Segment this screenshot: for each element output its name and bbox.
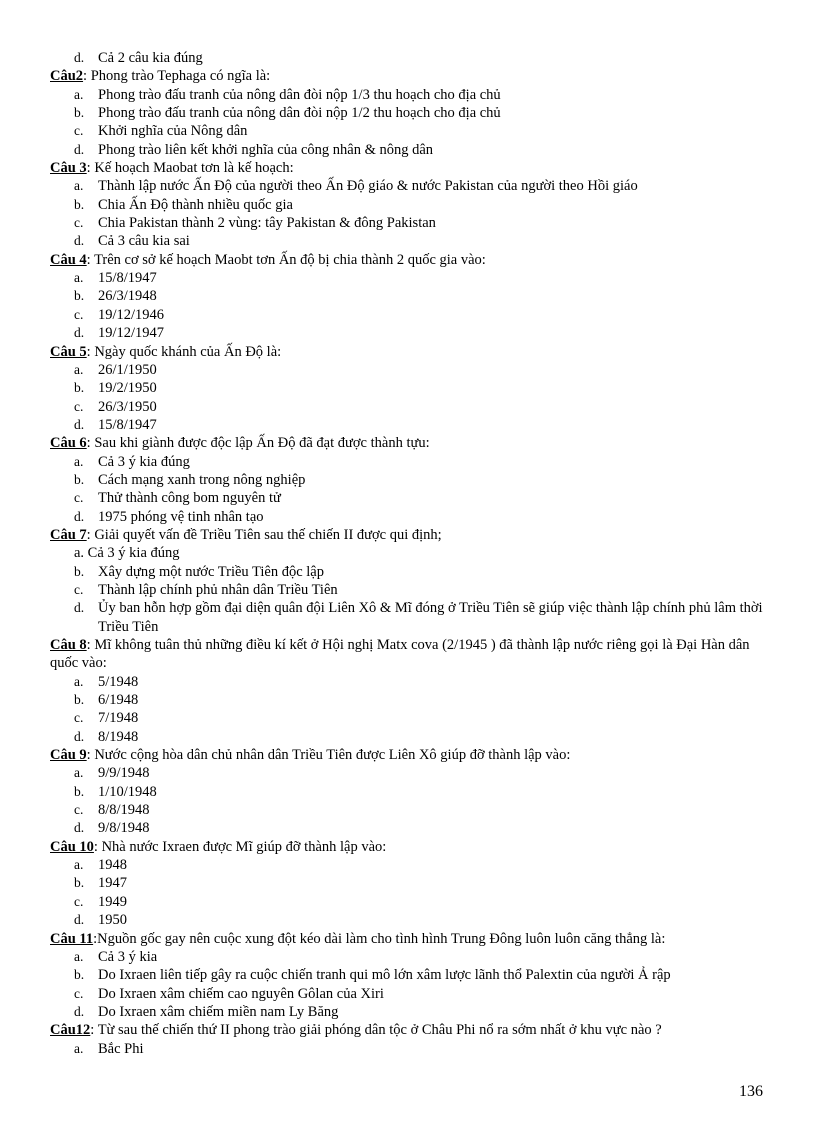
answer-text: Thành lập nước Ấn Độ của người theo Ấn Độ giáo & nước Pakistan của người theo Hồi giáo: [98, 178, 638, 195]
answer-letter: c.: [74, 398, 84, 414]
question-text: : Mĩ không tuân thủ những điều kí kết ở Hội nghị Matx cova (2/1945 ) đã thành lập nước riêng gọi là Đại Hàn dân quốc vào:: [50, 637, 750, 672]
answer-letter: c.: [74, 581, 84, 597]
answer-option: [50, 508, 766, 526]
answer-letter: b.: [74, 692, 85, 708]
answer-text: Chia Pakistan thành 2 vùng: tây Pakistan & đông Pakistan: [98, 215, 436, 232]
answer-text: 15/8/1947: [98, 416, 157, 433]
answer-text: 1975 phóng vệ tinh nhân tạo: [98, 508, 264, 525]
answer-option: [50, 819, 766, 837]
answer-text: 9/8/1948: [98, 820, 150, 837]
answer-letter: d.: [74, 141, 85, 157]
answer-letter: c.: [74, 710, 84, 726]
answer-text: Phong trào liên kết khởi nghĩa của công nhân & nông dân: [98, 141, 434, 158]
question: [50, 159, 766, 177]
question-label: Câu2: [50, 68, 84, 85]
answer-letter: c.: [74, 985, 84, 1001]
answer-text: 1948: [98, 857, 127, 874]
answer-letter: b.: [74, 196, 85, 212]
answer-option: [50, 324, 766, 342]
answer-letter: a.: [74, 765, 84, 781]
question-label: Câu 4: [50, 251, 87, 268]
answer-letter: d.: [74, 325, 85, 341]
answer-text: Do Ixraen xâm chiếm miền nam Ly Băng: [98, 1003, 339, 1020]
answer-option: [50, 269, 766, 287]
answer-text: 15/8/1947: [98, 270, 157, 287]
answer-text: Chia Ấn Độ thành nhiều quốc gia: [98, 196, 293, 213]
answer-letter: c.: [74, 306, 84, 322]
question-label: Câu 7: [50, 526, 87, 543]
answer-letter: a.: [74, 1040, 84, 1056]
answer-option: [50, 893, 766, 911]
question-label: Câu 10: [50, 838, 94, 855]
answer-option: [50, 471, 766, 489]
answer-option: [50, 86, 766, 104]
answer-letter: a.: [74, 948, 84, 964]
question: [50, 526, 766, 544]
question-text: : Phong trào Tephaga có ngĩa là:: [83, 68, 271, 85]
answer-option: [50, 122, 766, 140]
answer-option: [50, 306, 766, 324]
answer-text: 26/3/1950: [98, 398, 157, 415]
answer-text: Cả 2 câu kia đúng: [98, 50, 203, 66]
answer-option: [50, 599, 766, 636]
answer-text: Thành lập chính phủ nhân dân Triều Tiên: [98, 581, 338, 598]
answer-text: Cả 3 ý kia: [98, 948, 158, 965]
question: [50, 1021, 766, 1039]
answer-text: Cả 3 ý kia đúng: [98, 453, 190, 470]
answer-letter: c.: [74, 893, 84, 909]
answer-letter: b.: [74, 105, 85, 121]
question-text: : Từ sau thế chiến thứ II phong trào giải phóng dân tộc ở Châu Phi nổ ra sớm nhất ở khu vực nào ?: [90, 1022, 662, 1039]
answer-option: [50, 49, 766, 67]
answer-option: [50, 764, 766, 782]
answer-text: 9/9/1948: [98, 765, 150, 782]
answer-letter: c.: [74, 123, 84, 139]
answer-text: 5/1948: [98, 673, 139, 690]
answer-option: [50, 214, 766, 232]
question-text: : Trên cơ sở kế hoạch Maobt tơn Ấn độ bị chia thành 2 quốc gia vào:: [86, 251, 486, 268]
answer-text: Cả 3 câu kia sai: [98, 233, 190, 250]
answer-option: [50, 232, 766, 250]
answer-option: [50, 581, 766, 599]
answer-option: [50, 1003, 766, 1021]
answer-letter: a.: [74, 178, 84, 194]
answer-option: [50, 563, 766, 581]
answer-option: [50, 948, 766, 966]
answer-letter: b.: [74, 471, 85, 487]
answer-letter: d.: [74, 416, 85, 432]
answer-text: Do Ixraen liên tiếp gây ra cuộc chiến tranh qui mô lớn xâm lược lãnh thổ Palextin của người Ả rập: [98, 967, 671, 984]
answer-text: 19/12/1947: [98, 325, 165, 342]
question: [50, 746, 766, 764]
answer-text: Cách mạng xanh trong nông nghiệp: [98, 471, 306, 488]
question: [50, 930, 766, 948]
answer-text: 26/3/1948: [98, 288, 157, 305]
answer-text: 8/1948: [98, 728, 139, 745]
answer-letter: b.: [74, 875, 85, 891]
question-text: : Kế hoạch Maobat tơn là kế hoạch:: [86, 160, 294, 177]
answer-text: Do Ixraen xâm chiếm cao nguyên Gôlan của Xiri: [98, 985, 384, 1002]
answer-letter: a.: [74, 270, 84, 286]
question-text: : Nước cộng hòa dân chủ nhân dân Triều Tiên được Liên Xô giúp đỡ thành lập vào:: [86, 747, 571, 764]
answer-letter: b.: [74, 288, 85, 304]
answer-letter: a.: [74, 361, 84, 377]
question-label: Câu 9: [50, 747, 87, 764]
page-number: 136: [739, 1083, 763, 1100]
answer-option: [50, 856, 766, 874]
answer-option: [50, 783, 766, 801]
answer-letter: c.: [74, 802, 84, 818]
answer-letter: d.: [74, 50, 85, 65]
question-label: Câu 6: [50, 435, 87, 452]
answer-text: 1949: [98, 893, 127, 910]
question-text: : Sau khi giành được độc lập Ấn Độ đã đạt được thành tựu:: [86, 435, 430, 452]
answer-option: [50, 544, 766, 562]
question-text: : Ngày quốc khánh của Ấn Độ là:: [86, 343, 282, 360]
question-text: : Nhà nước Ixraen được Mĩ giúp đỡ thành lập vào:: [93, 838, 387, 855]
question: [50, 434, 766, 452]
answer-text: a. Cả 3 ý kia đúng: [74, 545, 180, 562]
answer-letter: a.: [74, 86, 84, 102]
answer-option: [50, 911, 766, 929]
answer-letter: a.: [74, 857, 84, 873]
answer-text: 19/2/1950: [98, 380, 157, 397]
answer-option: [50, 728, 766, 746]
answer-letter: d.: [74, 820, 85, 836]
answer-option: [50, 398, 766, 416]
answer-letter: d.: [74, 728, 85, 744]
answer-option: [50, 966, 766, 984]
answer-letter: d.: [74, 912, 85, 928]
answer-text: Thử thành công bom nguyên tử: [98, 490, 281, 507]
answer-text: Xây dựng một nước Triều Tiên độc lập: [98, 563, 324, 580]
answer-option: [50, 489, 766, 507]
answer-text: 7/1948: [98, 710, 139, 727]
answer-text: Phong trào đấu tranh của nông dân đòi nộp 1/2 thu hoạch cho địa chủ: [98, 105, 501, 122]
question: [50, 838, 766, 856]
answer-option: [50, 416, 766, 434]
question: [50, 343, 766, 361]
answer-letter: b.: [74, 380, 85, 396]
answer-option: [50, 141, 766, 159]
question-label: Câu 3: [50, 160, 87, 177]
answer-option: [50, 985, 766, 1003]
answer-option: [50, 874, 766, 892]
answer-option: [50, 379, 766, 397]
question-label: Câu12: [50, 1022, 91, 1039]
answer-option: [50, 709, 766, 727]
answer-text: Khởi nghĩa của Nông dân: [98, 123, 248, 140]
answer-letter: b.: [74, 563, 85, 579]
answer-letter: c.: [74, 490, 84, 506]
answer-option: [50, 196, 766, 214]
answer-text: 6/1948: [98, 692, 139, 709]
answer-letter: b.: [74, 967, 85, 983]
answer-text: Phong trào đấu tranh của nông dân đòi nộp 1/3 thu hoạch cho địa chủ: [98, 86, 501, 103]
answer-text: 26/1/1950: [98, 361, 157, 378]
answer-option: [50, 801, 766, 819]
document-body: [50, 49, 766, 1058]
answer-option: [50, 673, 766, 691]
answer-option: [50, 691, 766, 709]
question-label: Câu 8: [50, 637, 87, 653]
question-text: : Giải quyết vấn đề Triều Tiên sau thế chiến II được qui định;: [86, 526, 442, 543]
answer-letter: a.: [74, 453, 84, 469]
answer-letter: d.: [74, 233, 85, 249]
answer-option: [50, 453, 766, 471]
answer-text: Bắc Phi: [98, 1040, 144, 1057]
answer-text: 8/8/1948: [98, 802, 150, 819]
answer-text: 1/10/1948: [98, 783, 157, 800]
answer-option: [50, 287, 766, 305]
answer-option: [50, 361, 766, 379]
answer-letter: a.: [74, 673, 84, 689]
answer-letter: c.: [74, 215, 84, 231]
question-label: Câu 11: [50, 930, 94, 947]
answer-letter: d.: [74, 1003, 85, 1019]
answer-option: [50, 104, 766, 122]
answer-letter: d.: [74, 600, 85, 616]
question-label: Câu 5: [50, 343, 87, 360]
answer-text: 1950: [98, 912, 127, 929]
answer-option: [50, 177, 766, 195]
answer-letter: d.: [74, 508, 85, 524]
answer-letter: b.: [74, 783, 85, 799]
answer-text: 1947: [98, 875, 127, 892]
answer-text: 19/12/1946: [98, 306, 165, 323]
question: [50, 251, 766, 269]
question-text: :Nguồn gốc gay nên cuộc xung đột kéo dài làm cho tình hình Trung Đông luôn luôn căng thẳng là:: [93, 930, 666, 947]
answer-option: [50, 1040, 766, 1058]
answer-text: Ủy ban hỗn hợp gồm đại diện quân đội Liên Xô & Mĩ đóng ở Triều Tiên sẽ giúp việc thành lập chính phủ lâm thời Triều Tiên: [98, 600, 763, 635]
question: [50, 67, 766, 85]
question: [50, 636, 766, 673]
